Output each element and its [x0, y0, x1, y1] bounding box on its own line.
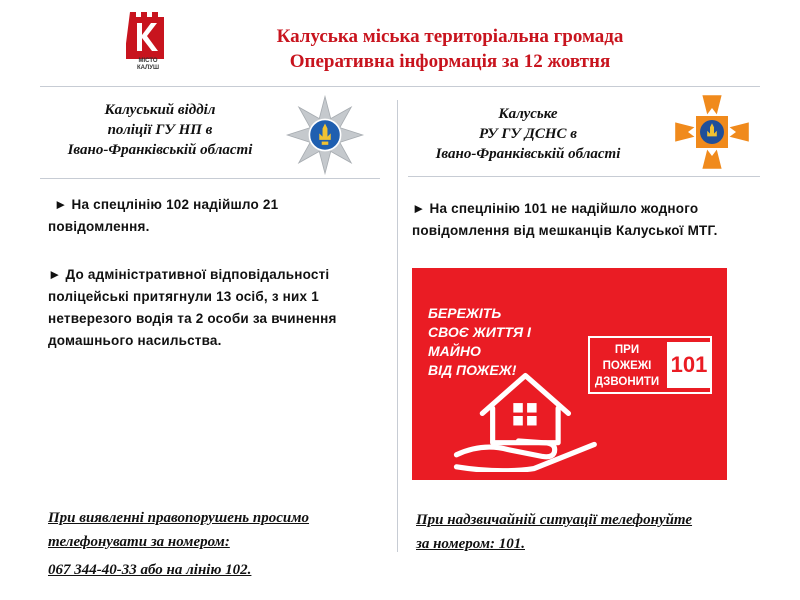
- banner-call-text: ПРИ ПОЖЕЖІ ДЗВОНИТИ: [594, 344, 660, 388]
- police-phone: 067 344-40-33 або на лінію 102.: [48, 562, 252, 578]
- police-title-divider: [40, 178, 380, 179]
- fire-safety-banner: [412, 268, 727, 480]
- logo-caption: МІСТО КАЛУШ: [136, 58, 160, 71]
- banner-emergency-number: 101: [667, 342, 711, 388]
- banner-slogan: БЕРЕЖІТЬ СВОЄ ЖИТТЯ І МАЙНО ВІД ПОЖЕЖ!: [428, 305, 531, 378]
- city-k-tower-icon: [126, 8, 168, 86]
- rescue-paragraph-1: ► На спецлінію 101 не надійшло жодного повідомлення від мешканців Калуської МТГ.: [412, 201, 718, 238]
- header-line-2: Оперативна інформація за 12 жовтня: [289, 51, 611, 72]
- police-footer: При виявленні правопорушень просимо телефонувати за номером: 067 344-40-33 або на лінію 102.: [48, 506, 388, 582]
- police-unit-title: Калуський відділ поліції ГУ НП в Івано-Франківській області: [67, 102, 253, 158]
- rescue-title-divider: [408, 176, 760, 177]
- rescue-unit-title: Калуське РУ ГУ ДСНС в Івано-Франківській області: [435, 106, 621, 162]
- dsns-cross-emblem-icon: [670, 92, 754, 172]
- column-divider: [397, 100, 398, 552]
- header-divider: [40, 86, 760, 87]
- rescue-footer: При надзвичайній ситуації телефонуйте за номером: 101.: [416, 508, 766, 556]
- police-paragraph-2: ► До адміністративної відповідальності поліцейські притягнули 13 осіб, з них 1 нетверезого водія та 2 особи за вчинення домашнього насильства.: [48, 267, 337, 348]
- police-star-emblem-icon: [284, 94, 366, 176]
- header-line-1: Калуська міська територіальна громада: [276, 26, 624, 47]
- police-paragraph-1: ► На спецлінію 102 надійшло 21 повідомлення.: [48, 197, 279, 234]
- rescue-phone: за номером: 101.: [416, 536, 525, 552]
- page-header: [180, 24, 720, 74]
